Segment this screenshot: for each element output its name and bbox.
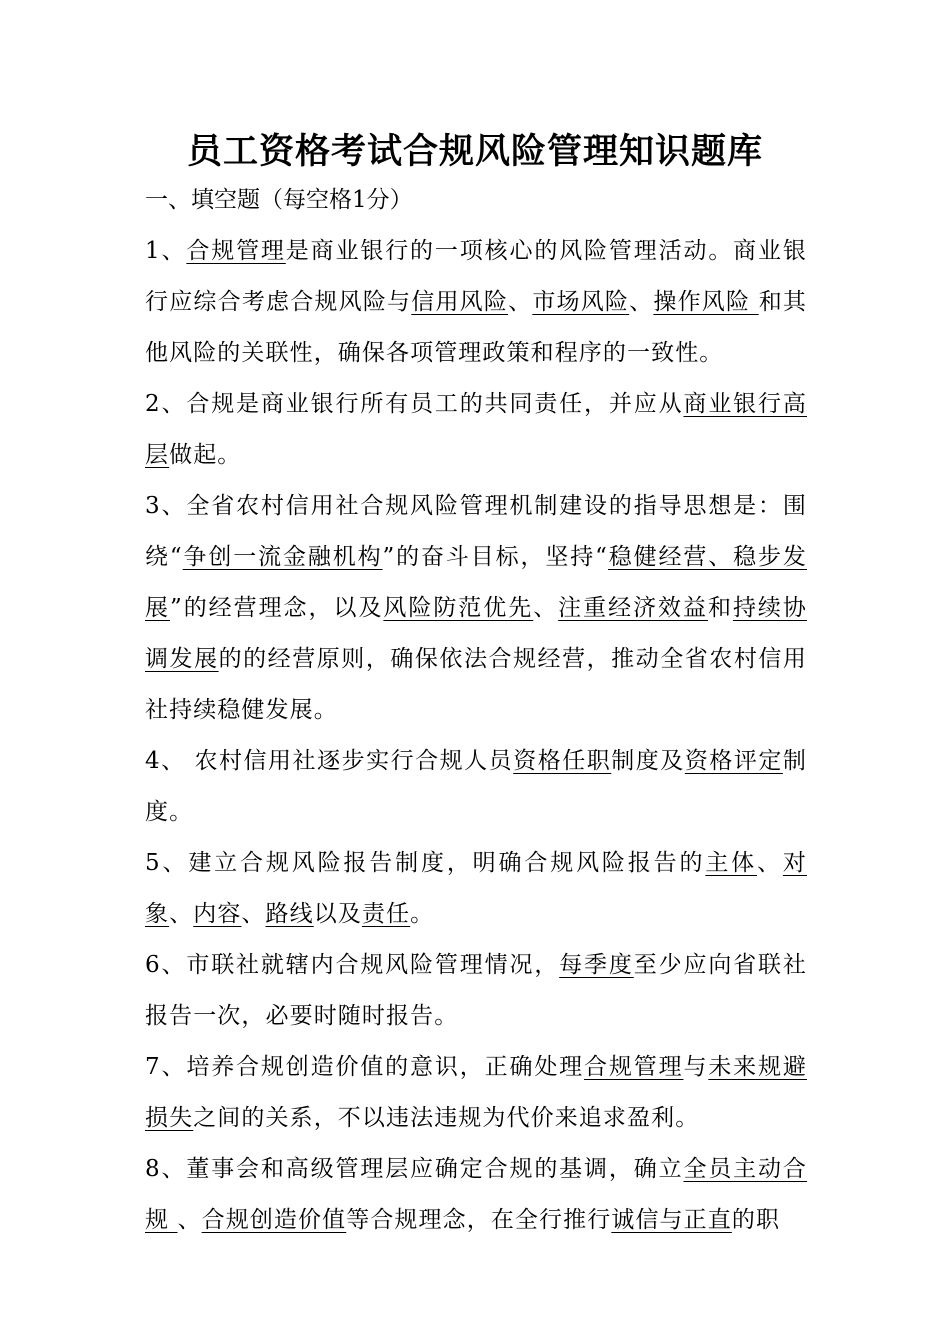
question-text: ”的经营理念，以及 — [169, 595, 384, 621]
question-text: 5、建立合规风险报告制度，明确合规风险报告的 — [145, 850, 706, 876]
question-text: 、 — [177, 1207, 202, 1233]
question-text: 至少应向省联社报告一次，必要时随时报告。 — [145, 952, 807, 1029]
question-text: 是商业银行的一项核心的风险管理活动。商业银行应综合考虑合规风险与 — [145, 238, 807, 315]
answer-blank: 注重经济效益 — [558, 595, 708, 621]
question-text: 2、合规是商业银行所有员工的共同责任，并应从 — [145, 391, 684, 417]
answer-blank: 资格任职 — [513, 748, 612, 774]
question-text: 的职 — [731, 1207, 781, 1233]
question-text: 、 — [757, 850, 783, 876]
question-text: 6、市联社就辖内合规风险管理情况， — [145, 952, 560, 978]
question-item — [145, 940, 807, 1042]
question-text: 和其他风险的关联性，确保各项管理政策和程序的一致性。 — [145, 289, 808, 366]
question-text: 与 — [683, 1054, 709, 1080]
answer-blank: 合规管理 — [584, 1054, 684, 1080]
answer-blank: 持续协调发展 — [145, 595, 807, 672]
answer-blank: 稳健经营、稳步发展 — [145, 544, 807, 621]
answer-blank: 责任 — [361, 901, 411, 927]
answer-blank: 未来规避损失 — [145, 1054, 807, 1131]
answer-blank: 每季度 — [559, 952, 634, 978]
answer-blank: 风险防范优先 — [383, 595, 534, 621]
question-list — [145, 226, 807, 1246]
answer-blank: 信用风险 — [411, 289, 509, 315]
answer-blank: 操作风险 — [653, 289, 759, 315]
answer-blank: 诚信与正直 — [611, 1207, 732, 1233]
answer-blank: 路线 — [265, 901, 314, 927]
question-text: 4、 农村信用社逐步实行合规人员 — [145, 748, 514, 774]
answer-blank: 全员主动合规 — [145, 1156, 807, 1233]
answer-blank: 市场风险 — [532, 289, 630, 315]
question-text: 、 — [629, 289, 654, 315]
question-item — [145, 736, 807, 838]
question-item — [145, 1042, 807, 1144]
question-text: 和 — [707, 595, 733, 621]
question-text: 制度及 — [611, 748, 685, 774]
question-item — [145, 1144, 807, 1246]
question-text: 、 — [241, 901, 266, 927]
question-text: 7、培养合规创造价值的意识，正确处理 — [145, 1054, 585, 1080]
question-text: 、 — [169, 901, 194, 927]
question-text: 3、全省农村信用社合规风险管理机制建设的指导思想是：围绕“ — [145, 493, 807, 570]
answer-blank: 合规管理 — [186, 238, 286, 264]
question-text: 、 — [533, 595, 559, 621]
question-text: 之间的关系，不以违法违规为代价来追求盈利。 — [193, 1105, 700, 1131]
question-text: 8、董事会和高级管理层应确定合规的基调，确立 — [145, 1156, 684, 1182]
question-item — [145, 379, 807, 481]
question-text: 。 — [410, 901, 435, 927]
question-text: 、 — [508, 289, 533, 315]
answer-blank: 资格评定 — [684, 748, 783, 774]
question-text: 以及 — [313, 901, 362, 927]
question-text: 的的经营原则，确保依法合规经营，推动全省农村信用社持续稳健发展。 — [145, 646, 807, 723]
document-title: 员工资格考试合规风险管理知识题库 — [186, 131, 763, 172]
question-text: 制度。 — [145, 748, 807, 825]
answer-blank: 主体 — [705, 850, 758, 876]
question-text: 做起。 — [169, 442, 242, 468]
question-item — [145, 226, 807, 379]
answer-blank: 内容 — [193, 901, 242, 927]
question-item — [145, 481, 807, 736]
question-text: ”的奋斗目标，坚持“ — [382, 544, 608, 570]
answer-blank: 商业银行高层 — [145, 391, 807, 468]
answer-blank: 对象 — [145, 850, 807, 927]
question-text: 等合规理念，在全行推行 — [346, 1207, 612, 1233]
question-text: 1、 — [145, 238, 187, 264]
section-heading: 一、填空题（每空格1分） — [145, 187, 413, 213]
answer-blank: 争创一流金融机构 — [182, 544, 383, 570]
answer-blank: 合规创造价值 — [201, 1207, 347, 1233]
question-item — [145, 838, 807, 940]
